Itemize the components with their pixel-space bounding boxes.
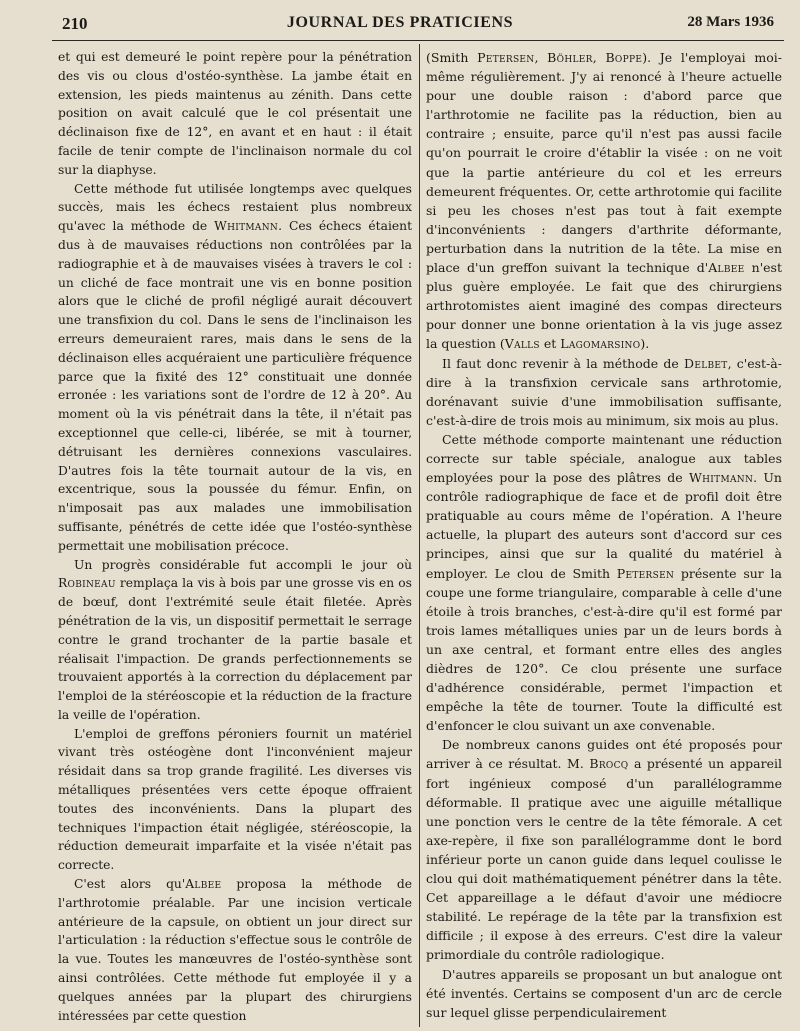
paragraph: Il faut donc revenir à la méthode de Delbet, c'est-à-dire à la transfixion cervicale sans arthrotomie, dorénavant suivie d'une immobilisation suffisante, c'est-à-dire de trois mois au minimum, six mois au plus. — [426, 355, 782, 428]
right-column — [426, 48, 782, 1022]
left-column — [58, 48, 412, 1025]
author-name: Böhler — [547, 50, 593, 65]
author-name: Boppe — [605, 50, 643, 65]
paragraph: (Smith Petersen, Böhler, Boppe). Je l'employai moi-même régulièrement. J'y ai renoncé à l'heure actuelle pour une double raison : d'abord parce que l'arthrotomie ne facilite pas la réduction, bien au contraire ; ensuite, parce qu'il n'est pas aussi facile qu'on pourrait le croire d'établir la visée : on ne voit que la partie antérieure du col et les erreurs demeurent fréquentes. Or, cette arthrotomie qui facilite si peu les choses n'est pas tout à fait exempte d'inconvénients : dangers d'arthrite déformante, perturbation dans la nutrition de la tête. La mise en place d'un greffon suivant la technique d'Albee n'est plus guère employée. Le fait que des chirurgiens arthrotomistes aient imaginé des compas directeurs pour donner une bonne orientation à la vis juge assez la question (Valls et Lagomarsino). — [426, 50, 782, 352]
page-number: 210 — [62, 14, 88, 33]
column-divider — [419, 44, 420, 1027]
author-name: Valls — [504, 336, 540, 352]
author-name: Brocq — [589, 756, 629, 772]
paragraph: Un progrès considérable fut accompli le jour où Robineau remplaça la vis à bois par une grosse vis en os de bœuf, dont l'extrémité seule était filetée. Après pénétration de la vis, un dispositif permettait le serrage contre le grand trochanter de la partie basale et réalisait l'impaction. De grands perfectionnements se trouvaient apportés à la correction du déplacement par l'emploi de la stéréoscopie et la réduction de la fracture la veille de l'opération. — [58, 557, 412, 722]
paragraph: D'autres appareils se proposant un but analogue ont été inventés. Certains se composent d'un arc de cercle sur lequel glisse perpendiculairement — [426, 966, 782, 1020]
paragraph: L'emploi de greffons péroniers fournit un matériel vivant très ostéogène dont l'inconvénient majeur résidait dans sa trop grande fragilité. Les diverses vis métalliques présentées vers cette époque offraient toutes des inconvénients. Dans la plupart des techniques l'impaction était négligée, stéréoscopie, la réduction demeurait imparfaite et la visée n'était pas correcte. — [58, 726, 412, 873]
author-name: Albee — [185, 877, 222, 892]
header-rule — [52, 40, 784, 41]
paragraph: Cette méthode fut utilisée longtemps avec quelques succès, mais les échecs restaient plus nombreux qu'avec la méthode de Whitmann. Ces échecs étaient dus à de mauvaises réductions non contrôlées par la radiographie et à de mauvaises visées à travers le col : un cliché de face montrait une vis en bonne position alors que le cliché de profil négligé aurait découvert une transfixion du col. Dans le sens de l'inclinaison les erreurs demeuraient rares, mais dans le sens de la déclinaison elles acquéraient une particulière fréquence parce que la fixité des 12° constituait une donnée erronée : les variations sont de l'ordre de 12 à 20°. Au moment où la vis pénétrait dans la tête, il n'était pas exceptionnel que celle-ci, libérée, se mit à tourner, détruisant les dernières connexions vasculaires. D'autres fois la tête tournait autour de la vis, en excentrique, sous la poussée du fémur. Enfin, on n'imposait pas aux malades une immobilisation suffisante, pénétrés de cette idée que l'ostéo-synthèse permettait une mobilisation précoce. — [58, 181, 413, 553]
author-name: Whitmann — [689, 470, 754, 486]
issue-date: 28 Mars 1936 — [687, 14, 774, 30]
author-name: Petersen — [477, 50, 535, 65]
author-name: Lagomarsino — [560, 336, 641, 352]
author-name: Robineau — [58, 576, 116, 591]
author-name: Delbet — [684, 355, 728, 371]
page-header — [0, 14, 800, 38]
paragraph: C'est alors qu'Albee proposa la méthode de l'arthrotomie préalable. Par une incision verticale antérieure de la capsule, on obtient un jour direct sur l'articulation : la réduction s'effectue sous le contrôle de la vue. Toutes les manœuvres de l'ostéo-synthèse sont ainsi contrôlées. Cette méthode fut employée il y a quelques années par la plupart des chirurgiens intéressées par cette question — [58, 877, 412, 1023]
author-name: Whitmann — [214, 219, 279, 234]
author-name: Petersen — [616, 565, 675, 581]
journal-title: JOURNAL DES PRATICIENS — [286, 14, 514, 31]
paragraph: De nombreux canons guides ont été proposés pour arriver à ce résultat. M. Brocq a présenté un appareil fort ingénieux composé d'un parallélogramme déformable. Il pratique avec une aiguille métallique une ponction vers le centre de la tête fémorale. A cet axe-repère, il fixe son parallélogramme dont le bord inférieur porte un canon guide dans lequel coulisse le clou qui doit mathématiquement pénétrer dans la tête. Cet appareillage a le défaut d'avoir une médiocre stabilité. Le repérage de la tête par la transfixion est difficile ; il expose à des erreurs. C'est dire la valeur primordiale du contrôle radiologique. — [426, 737, 782, 963]
paragraph: Cette méthode comporte maintenant une réduction correcte sur table spéciale, analogue aux tables employées pour la pose des plâtres de Whitmann. Un contrôle radiographique de face et de profil doit être pratiquable au cours même de l'opération. A l'heure actuelle, la plupart des auteurs sont d'accord sur ces principes, ainsi que sur la qualité du matériel à employer. Le clou de Smith Petersen présente sur la coupe une forme triangulaire, comparable à celle d'une étoile à trois branches, c'est-à-dire qu'il est formé par trois lames métalliques unies par un de leurs bords à un axe central, et formant entre elles des angles dièdres de 120°. Ce clou présente une surface d'adhérence considérable, permet l'impaction et empêche la tête de tourner. Toute la difficulté est d'enfoncer le clou suivant un axe convenable. — [426, 431, 782, 734]
paragraph: et qui est demeuré le point repère pour la pénétration des vis ou clous d'ostéo-synthèse. La jambe était en extension, les pieds maintenus au zénith. Dans cette position on avait calculé que le col présentait une déclinaison fixe de 12°, en avant et en haut : il était facile de tenir compte de l'inclinaison normale du col sur la diaphyse. — [58, 50, 412, 177]
author-name: Albee — [708, 260, 745, 276]
